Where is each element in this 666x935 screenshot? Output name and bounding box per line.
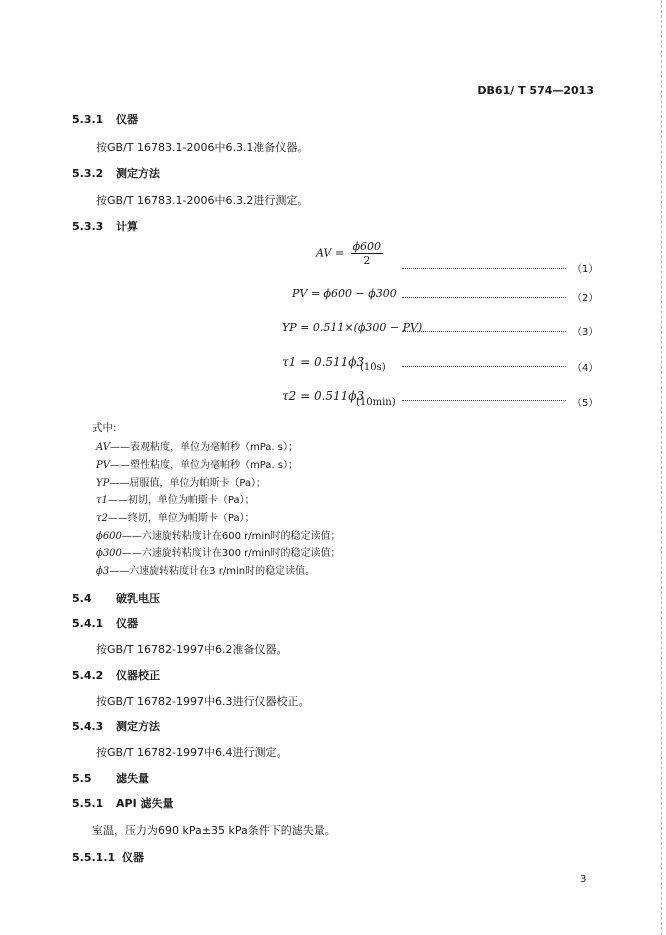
page-number: 3 (580, 874, 587, 885)
section-5-5-heading: 5.5 滤失量 (72, 772, 149, 785)
section-5-4-1-text: 按GB/T 16782-1997中6.2准备仪器。 (96, 643, 288, 656)
definition-phi300: ϕ300——六速旋转粘度计在300 r/min时的稳定读值； (96, 548, 341, 559)
definition-av: AV——表观粘度，单位为毫帕秒（mPa. s）； (96, 442, 298, 453)
formula-4: τ1 = 0.511ϕ3 (282, 355, 365, 369)
formula-5: τ2 = 0.511ϕ3 (282, 389, 365, 403)
formula-1: AV = $\frac{\phi 600}{2}$ (316, 240, 382, 267)
section-5-4-2-heading: 5.4.2 仪器校正 (72, 669, 160, 682)
section-5-5-1-1-heading: 5.5.1.1 仪器 (72, 851, 144, 864)
section-5-4-3-text: 按GB/T 16782-1997中6.4进行测定。 (96, 746, 288, 759)
section-5-4-3-heading: 5.4.3 测定方法 (72, 720, 160, 733)
definition-phi3: ϕ3——六速旋转粘度计在3 r/min时的稳定读值。 (96, 566, 316, 577)
document-code: DB61/ T 574—2013 (477, 84, 594, 97)
formula-3-number: （3） (572, 327, 599, 338)
section-5-3-2-heading: 5.3.2 测定方法 (72, 167, 160, 180)
page-edge-line (661, 0, 662, 935)
definition-phi600: ϕ600——六速旋转粘度计在600 r/min时的稳定读值； (96, 531, 341, 542)
formula-1-fraction: $\frac{\phi 600}{2}$ (352, 240, 382, 267)
section-5-3-3-heading: 5.3.3 计算 (72, 220, 138, 233)
formula-4-number: （4） (572, 363, 599, 374)
section-5-5-1-heading: 5.5.1 API 滤失量 (72, 797, 174, 810)
where-label: 式中: (92, 422, 117, 434)
formula-5-leader-dots (402, 400, 566, 401)
formula-4-leader-dots (402, 366, 566, 367)
formula-4-condition: (10s) (360, 362, 386, 373)
section-5-3-2-text: 按GB/T 16783.1-2006中6.3.2进行测定。 (96, 194, 309, 207)
section-5-3-1-text: 按GB/T 16783.1-2006中6.3.1准备仪器。 (96, 141, 309, 154)
formula-2: PV = ϕ600 − ϕ300 (292, 287, 397, 300)
formula-5-number: （5） (572, 398, 599, 409)
formula-3: YP = 0.511×(ϕ300 − PV) (282, 321, 423, 334)
formula-5-condition: (10min) (356, 397, 396, 408)
definition-tau2: τ2——终切，单位为帕斯卡（Pa）； (96, 513, 255, 524)
definition-tau1: τ1——初切，单位为帕斯卡（Pa）； (96, 495, 255, 506)
formula-1-leader-dots (402, 268, 566, 269)
definition-yp: YP——屈服值，单位为帕斯卡（Pa）； (96, 478, 267, 489)
section-5-4-1-heading: 5.4.1 仪器 (72, 617, 138, 630)
formula-3-leader-dots (402, 331, 566, 332)
section-5-4-2-text: 按GB/T 16782-1997中6.3进行仪器校正。 (96, 695, 310, 708)
section-5-4-heading: 5.4 破乳电压 (72, 592, 160, 605)
formula-1-number: （1） (572, 264, 599, 275)
section-5-3-1-heading: 5.3.1 仪器 (72, 113, 138, 126)
formula-2-leader-dots (402, 297, 566, 298)
definition-pv: PV——塑性粘度，单位为毫帕秒（mPa. s）； (96, 460, 298, 471)
formula-2-number: （2） (572, 293, 599, 304)
section-5-5-1-text: 室温，压力为690 kPa±35 kPa条件下的滤失量。 (92, 824, 336, 837)
